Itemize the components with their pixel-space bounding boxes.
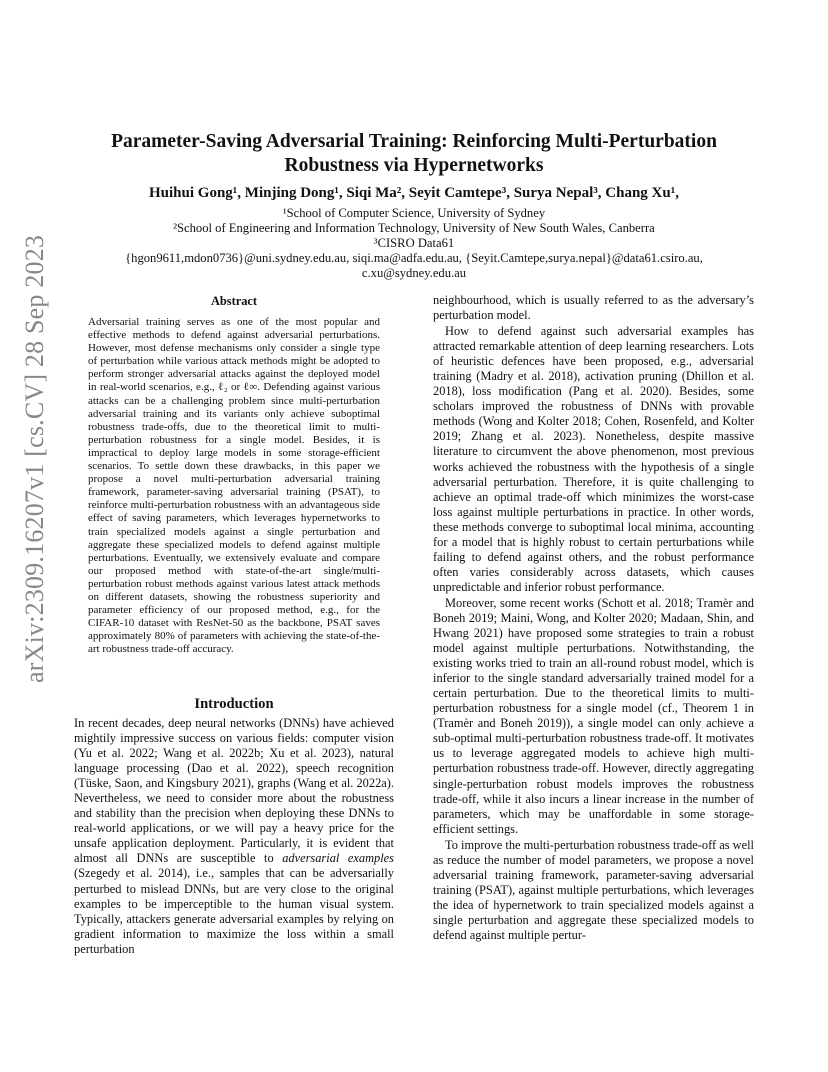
intro-emphasis: adversarial examples [282, 851, 394, 866]
affiliation-2: ²School of Engineering and Information Technology, University of New South Wales, Canberra [173, 221, 655, 235]
abstract-heading: Abstract [210, 294, 258, 308]
arxiv-identifier: arXiv:2309.16207v1 [cs.CV] 28 Sep 2023 [20, 234, 49, 683]
author-emails-2: c.xu@sydney.edu.au [361, 266, 467, 280]
intro-text-part-2: (Szegedy et al. 2014), i.e., samples that can be adversarially perturbed to mislead DNNs, but are very close to the original examples to be imperceptible to the human visual system. Typically, attackers generate adversarial examples by relying on gradient information to maximize the loss within a small perturbation [74, 866, 394, 956]
paper-title [90, 130, 738, 178]
affiliation-1: ¹School of Computer Science, University of Sydney [282, 206, 546, 220]
author-emails-1: {hgon9611,mdon0736}@uni.sydney.edu.au, siqi.ma@adfa.edu.au, {Seyit.Camtepe,surya.nepal}@data61.csiro.au, [125, 251, 703, 265]
right-paragraph-3: Moreover, some recent works (Schott et al. 2018; Tramèr and Boneh 2019; Maini, Wong, and Kolter 2020; Madaan, Shin, and Hwang 2021) have proposed some strategies to train a robust model against multiple perturbations. Notwithstanding, the existing works tried to train an all-round robust model, which is inferior to the single standard adversarially trained model for a certain perturbation. Due to the theoretical limits to multi-perturbation robustness for a single model (cf., Theorem 1 in (Tramèr and Boneh 2019)), a single model can only achieve a sub-optimal multi-perturbation robustness trade-off. It motivates us to leverage aggregated models to achieve high multi-perturbation robustness trade-off. However, directly aggregating single-perturbation robust models improves the robustness trade-off, while it also incurs a linear increase in the number of parameters, which may be unaffordable in some storage-efficient settings. [433, 595, 754, 836]
right-paragraph-1: neighbourhood, which is usually referred to as the adversary’s perturbation model. [433, 293, 754, 323]
affiliation-3: ³CISRO Data61 [373, 236, 455, 250]
right-paragraph-2: How to defend against such adversarial examples has attracted remarkable attention of deep learning researchers. Lots of heuristic defences have been proposed, e.g., adversarial training (Madry et al. 2018), activation pruning (Dhillon et al. 2018), loss modification (Pang et al. 2020). Besides, some scholars improved the robustness of DNNs with provable methods (Wong and Kolter 2018; Cohen, Rosenfeld, and Kolter 2019; Zhang et al. 2023). Nonetheless, despite massive literature to circumvent the above phenomenon, most previous works achieved the robustness with the hypothesis of a single adversarial perturbation. Therefore, it is quite challenging to achieve an optimal trade-off which minimizes the worst-case loss against multiple perturbations in practice. In other words, these methods converge to suboptimal local minima, accounting for a model that is highly robust to certain perturbations while failing to defend against others, and the robust performance often varies considerably across datasets, which causes unpredictable and inferior robust performance. [433, 324, 754, 594]
introduction-paragraph [74, 716, 394, 957]
affiliations [60, 206, 768, 281]
intro-text-part-1: In recent decades, deep neural networks (DNNs) have achieved mightily impressive success on various fields: computer vision (Yu et al. 2022; Wang et al. 2022b; Xu et al. 2023), natural language processing (Dao et al. 2022), speech recognition (Tüske, Saon, and Kingsbury 2021), graphs (Wang et al. 2022a). Nevertheless, we need to consider more about the robustness and stability than the precision when deploying these DNNs to real-world applications, or we will pay a heavy price for the unsafe application deployment. Particularly, it is evident that almost all DNNs are susceptible to [74, 716, 394, 866]
right-column [433, 293, 754, 943]
abstract-text: Adversarial training serves as one of the most popular and effective methods to defend against adversarial perturbations. However, most defense mechanisms only consider a single type of perturbation while various attack methods might be adopted to perform stronger adversarial attacks against the deployed model in real-world scenarios, e.g., ℓ₂ or ℓ∞. Defending against various attacks can be a challenging problem since multi-perturbation adversarial training and its variants only achieve suboptimal robustness trade-offs, due to the theoretical limit to multi-perturbation robustness for a single model. Besides, it is impractical to deploy large models in some storage-efficient scenarios. To settle down these drawbacks, in this paper we propose a novel multi-perturbation adversarial training framework, parameter-saving adversarial training (PSAT), to reinforce multi-perturbation robustness with an advantageous side effect of saving parameters, which leverages hypernetworks to train specialized models against a single perturbation and aggregate these specialized models to defend against multiple perturbations. Eventually, we extensively evaluate and compare our proposed method with state-of-the-art single/multi-perturbation robust methods against various latest attack methods on different datasets, showing the robustness superiority and parameter efficiency of our proposed method, e.g., for the CIFAR-10 dataset with ResNet-50 as the backbone, PSAT saves approximately 80% of parameters with achieving the state-of-the-art robustness trade-off accuracy. [88, 316, 380, 656]
author-list: Huihui Gong¹, Minjing Dong¹, Siqi Ma², Seyit Camtepe³, Surya Nepal³, Chang Xu¹, [149, 185, 679, 201]
right-paragraph-4: To improve the multi-perturbation robustness trade-off as well as reduce the number of model parameters, we propose a novel adversarial training framework, parameter-saving adversarial training (PSAT), against multiple perturbations, which leverages the idea of hypernetwork to train specialized models against a single perturbation and aggregate these specialized models to defend against multiple pertur- [433, 837, 754, 942]
introduction-heading: Introduction [194, 696, 274, 712]
title-line-2: Robustness via Hypernetworks [284, 155, 544, 176]
title-line-1: Parameter-Saving Adversarial Training: Reinforcing Multi-Perturbation [111, 131, 717, 152]
